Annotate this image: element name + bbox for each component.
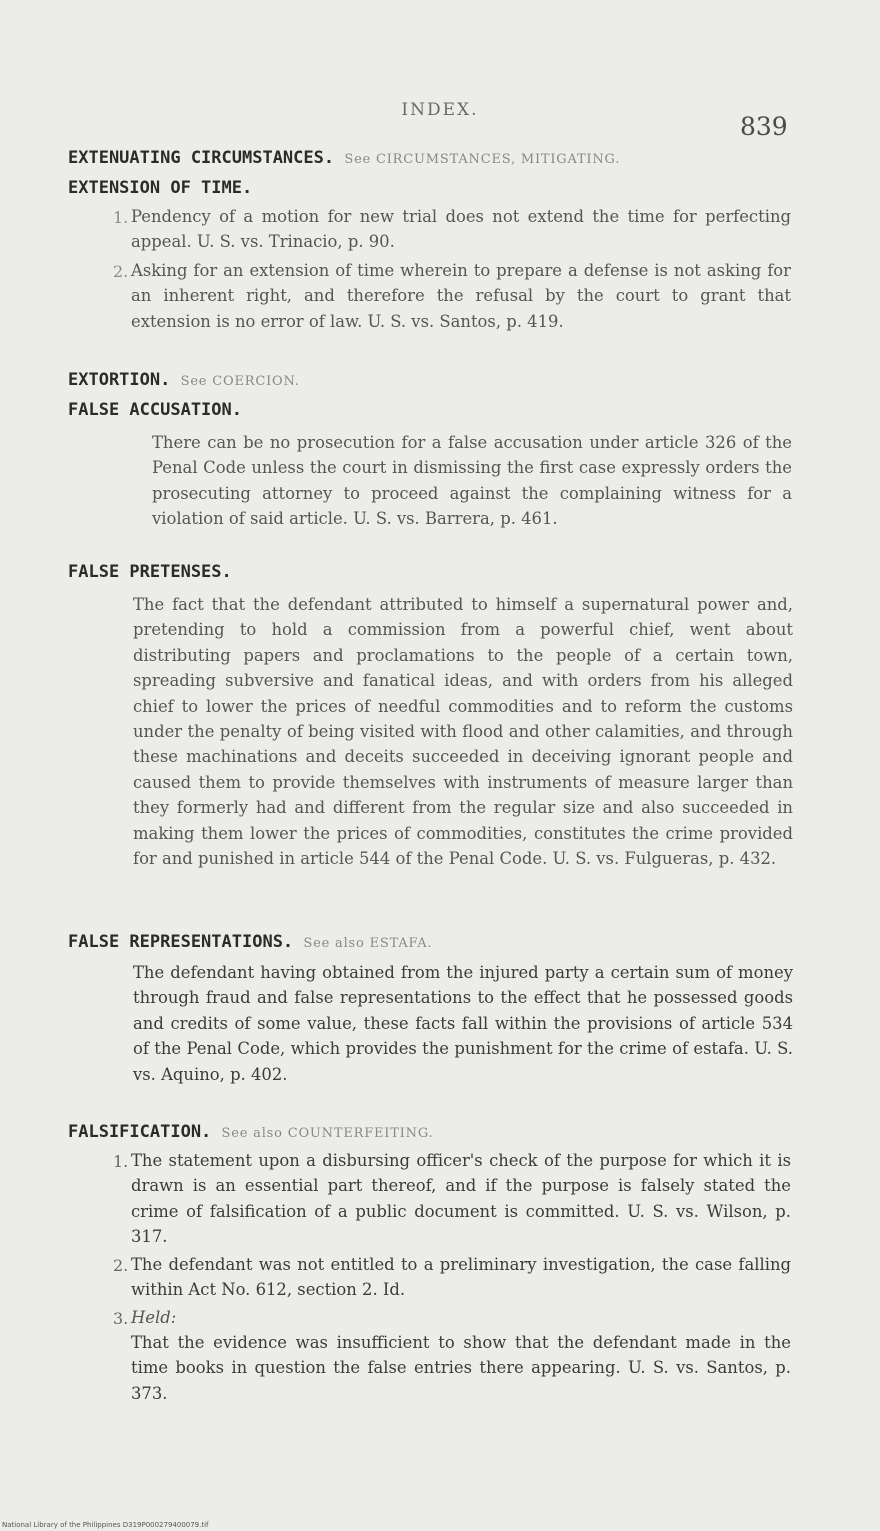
item-number: 3. <box>113 1309 129 1328</box>
page-number: 839 <box>740 112 788 141</box>
entry-title: FALSIFICATION. <box>68 1122 212 1142</box>
held-text: That the evidence was insufficient to show that the defendant made in the time books in question the false entries there appearing. U. S. vs. Santos, p. 373. <box>131 1333 791 1403</box>
index-entry-heading <box>68 400 242 420</box>
item-number: 1. <box>113 1152 129 1171</box>
index-entry-text: The fact that the defendant attributed to himself a supernatural power and, pretending to hold a commission from a powerful chief, went about distributing papers and proclamations to the people of a certain town, spreading subversive and fanatical ideas, and with orders from his alleged chief to lower the prices of needful commodities and to reform the customs under the penalty of being visited with flood and other calamities, and through these machinations and deceits succeeded in deceiving ignorant people and caused them to provide themselves with instruments of measure larger than they formerly had and different from the regular size and also succeeded in making them lower the prices of commodities, constitutes the crime provided for and punished in article 544 of the Penal Code. U. S. vs. Fulgueras, p. 432. <box>133 595 793 869</box>
item-number: 2. <box>113 1256 129 1275</box>
cross-reference: See COERCION. <box>180 374 300 389</box>
entry-title: FALSE REPRESENTATIONS. <box>68 932 294 952</box>
index-item-text: The defendant was not entitled to a preliminary investigation, the case falling within Act No. 612, section 2. Id. <box>131 1255 791 1300</box>
item-number: 2. <box>113 262 129 281</box>
index-entry-text: There can be no prosecution for a false accusation under article 326 of the Penal Code unless the court in dismissing the first case expressly orders the prosecuting attorney to proceed against the complaining witness for a violation of said article. U. S. vs. Barrera, p. 461. <box>152 433 792 529</box>
index-entry-heading <box>68 370 300 390</box>
index-entry-heading <box>68 1122 433 1142</box>
index-item-text: Pendency of a motion for new trial does not extend the time for perfecting appeal. U. S. vs. Trinacio, p. 90. <box>131 207 791 252</box>
index-entry-heading <box>68 178 252 198</box>
item-number: 1. <box>113 208 129 227</box>
cross-reference: See CIRCUMSTANCES, MITIGATING. <box>344 152 621 167</box>
cross-reference: See also ESTAFA. <box>303 936 433 951</box>
entry-title: EXTENUATING CIRCUMSTANCES. <box>68 148 335 168</box>
index-entry-heading <box>68 148 620 168</box>
scan-footer: National Library of the Philippines D319P000279400079.tif <box>2 1521 209 1529</box>
index-entry-text: The defendant having obtained from the injured party a certain sum of money through fraud and false representations to the effect that he possessed goods and credits of some value, these facts fall within the provisions of article 534 of the Penal Code, which provides the punishment for the crime of estafa. U. S. vs. Aquino, p. 402. <box>133 963 793 1084</box>
index-entry-heading <box>68 562 232 582</box>
index-item-text: The statement upon a disbursing officer's check of the purpose for which it is drawn is an essential part thereof, and if the purpose is falsely stated the crime of falsification of a public document is committed. U. S. vs. Wilson, p. 317. <box>131 1151 791 1247</box>
index-item-text: Held: <box>131 1308 177 1327</box>
entry-title: FALSE ACCUSATION. <box>68 400 242 420</box>
entry-title: FALSE PRETENSES. <box>68 562 232 582</box>
running-head: INDEX. <box>401 100 479 120</box>
cross-reference: See also COUNTERFEITING. <box>221 1126 434 1141</box>
index-entry-heading <box>68 932 432 952</box>
index-item-text: Asking for an extension of time wherein to prepare a defense is not asking for an inherent right, and therefore the refusal by the court to grant that extension is no error of law. U. S. vs. Santos, p. 419. <box>131 261 791 331</box>
entry-title: EXTENSION OF TIME. <box>68 178 253 198</box>
entry-title: EXTORTION. <box>68 370 171 390</box>
